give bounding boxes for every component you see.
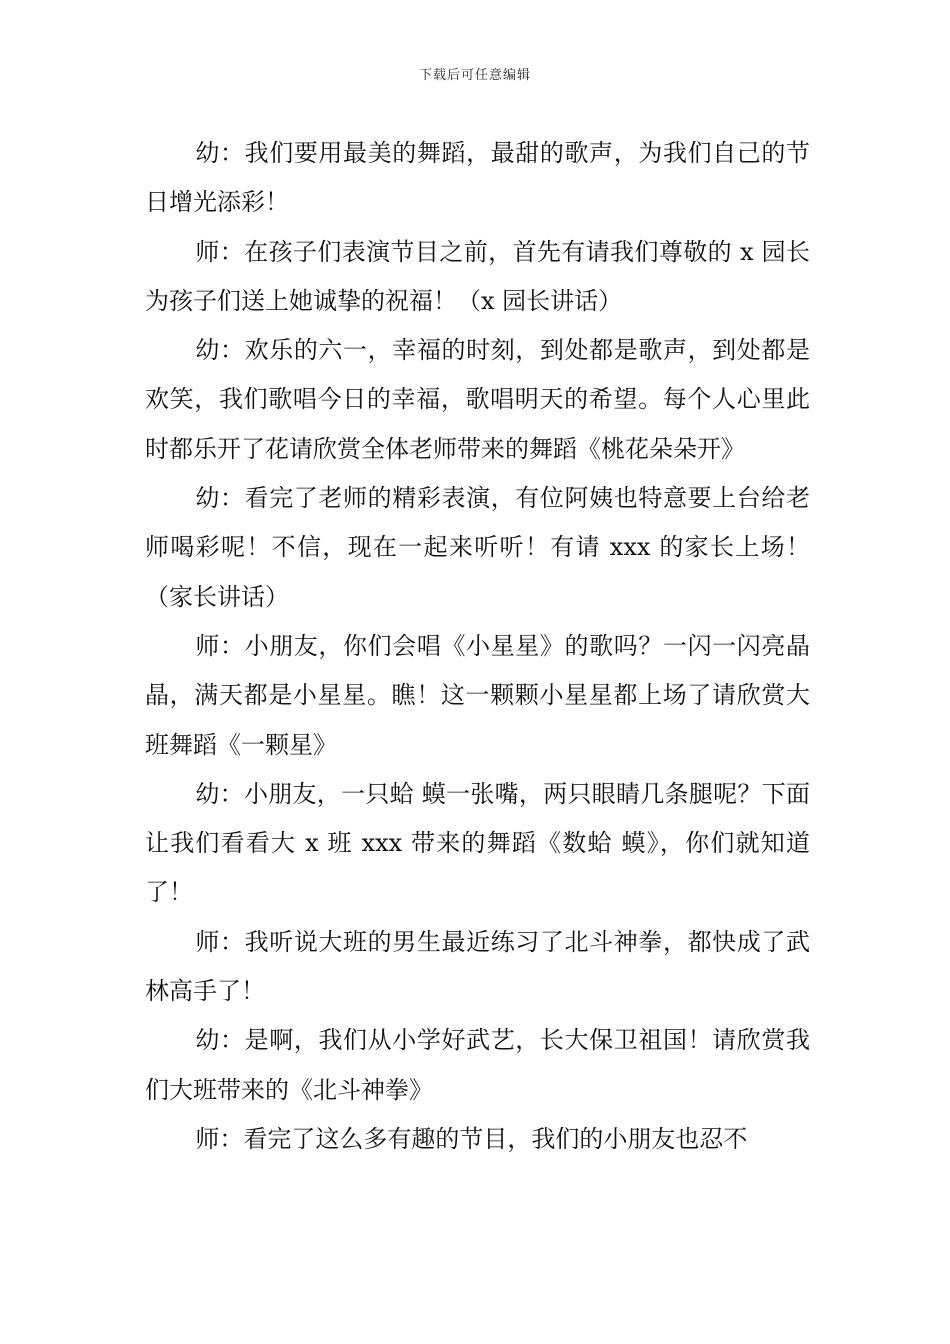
paragraph-8: 幼：是啊，我们从小学好武艺，长大保卫祖国！请欣赏我们大班带来的《北斗神拳》 (145, 1026, 810, 1104)
paragraph-3: 幼：欢乐的六一，幸福的时刻，到处都是歌声，到处都是欢笑，我们歌唱今日的幸福，歌唱明天的希望。每个人心里此时都乐开了花请欣赏全体老师带来的舞蹈《桃花朵朵开》 (145, 336, 810, 463)
paragraph-1: 幼：我们要用最美的舞蹈，最甜的歌声，为我们自己的节日增光添彩！ (145, 139, 810, 217)
document-body (145, 129, 810, 1164)
paragraph-6: 幼：小朋友，一只蛤 蟆一张嘴，两只眼睛几条腿呢？下面让我们看看大 x 班 xxx 带来的舞蹈《数蛤 蟆》，你们就知道了！ (145, 779, 810, 907)
paragraph-4: 幼：看完了老师的精彩表演，有位阿姨也特意要上台给老师喝彩呢！不信，现在一起来听听！有请 xxx 的家长上场！（家长讲话） (145, 484, 810, 611)
paragraph-5: 师：小朋友，你们会唱《小星星》的歌吗？一闪一闪亮晶晶，满天都是小星星。瞧！这一颗颗小星星都上场了请欣赏大班舞蹈《一颗星》 (145, 631, 810, 759)
paragraph-9: 师：看完了这么多有趣的节目，我们的小朋友也忍不 (195, 1124, 748, 1153)
page-header-note: 下载后可任意编辑 (418, 68, 531, 83)
paragraph-7: 师：我听说大班的男生最近练习了北斗神拳，都快成了武林高手了！ (145, 927, 810, 1006)
paragraph-2: 师：在孩子们表演节目之前，首先有请我们尊敬的 x 园长为孩子们送上她诚挚的祝福！（x 园长讲话） (145, 237, 810, 315)
